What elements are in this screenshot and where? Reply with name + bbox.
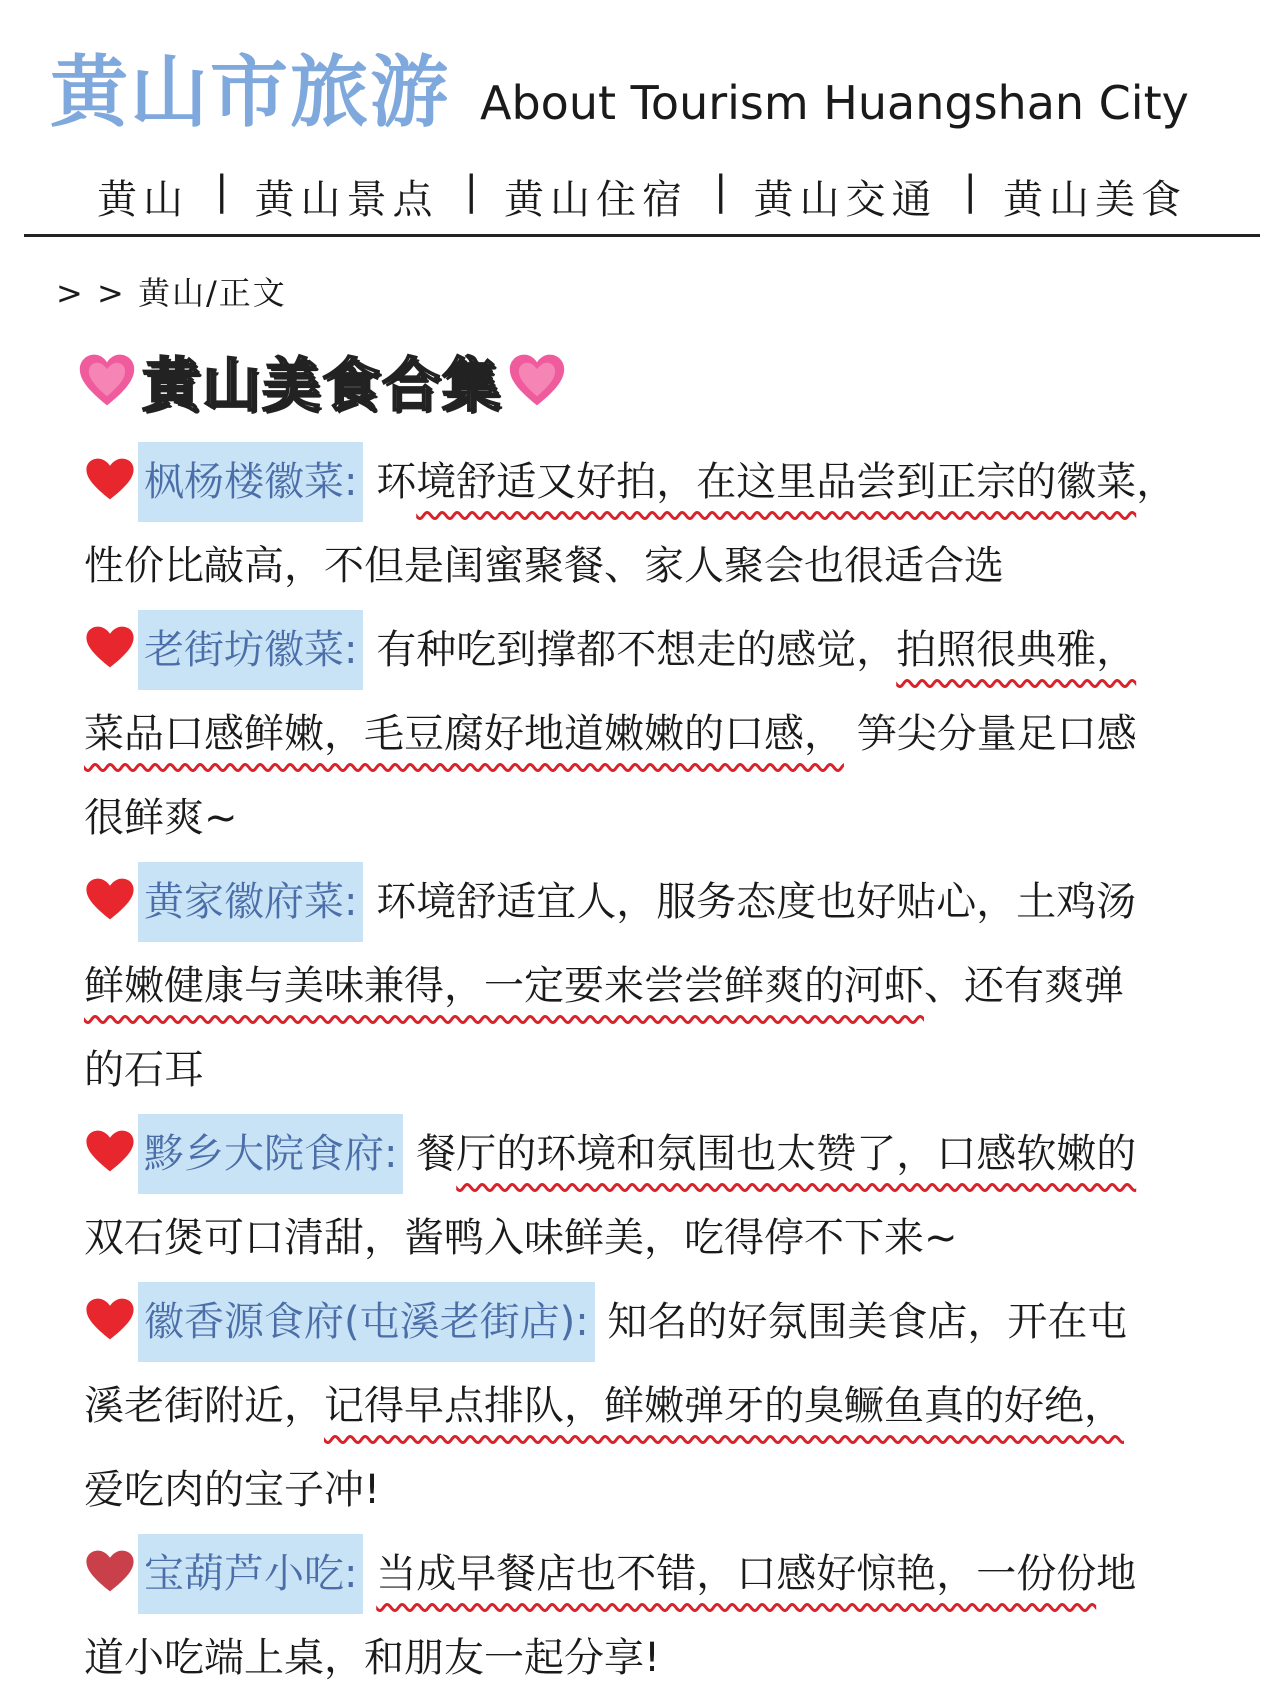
red-heart-icon (84, 1538, 136, 1582)
entry-text-highlighted: 当成早餐店也不错，口感好惊艳，一份份 (376, 1551, 1097, 1597)
entry-text: ， (1136, 459, 1177, 505)
entry-text: 笋尖分量足口感 (844, 711, 1137, 757)
entry-text: 的石耳 (84, 1047, 204, 1093)
red-heart-icon (84, 446, 136, 490)
list-item (84, 608, 1264, 860)
restaurant-name: 徽香源食府(屯溪老街店): (138, 1282, 595, 1362)
list-item (84, 860, 1264, 1112)
nav-separator: | (714, 168, 728, 214)
red-heart-icon (84, 866, 136, 910)
nav-separator: | (215, 168, 229, 214)
pink-heart-icon (508, 351, 566, 409)
entry-text: 环 (363, 459, 417, 505)
entry-text-highlighted: 拍照很典雅， (896, 627, 1137, 673)
nav-item-lodging[interactable]: 黄山住宿 (504, 177, 688, 223)
entry-text-highlighted: 鲜嫩健康与美味兼得，一定要来尝尝鲜爽的河虾 (84, 963, 924, 1009)
nav-separator: | (963, 168, 977, 214)
entry-text: 道小吃端上桌，和朋友一起分享! (84, 1635, 661, 1681)
list-item (84, 1112, 1264, 1280)
nav-separator: | (464, 168, 478, 214)
entry-text-highlighted: 记得早点排队，鲜嫩弹牙的臭鳜鱼真的好绝， (324, 1383, 1124, 1429)
entry-text: 溪老街附近， (84, 1383, 324, 1429)
entry-text (363, 1551, 376, 1597)
restaurant-list (84, 440, 1264, 1700)
list-item (84, 1532, 1264, 1700)
pink-heart-icon (78, 351, 136, 409)
site-header (50, 30, 1189, 138)
site-logo[interactable]: 黄山市旅游 (50, 48, 451, 138)
restaurant-name: 枫杨楼徽菜: (138, 442, 363, 522)
article-title-text: 黄山美食合集 (142, 351, 503, 419)
restaurant-name: 宝葫芦小吃: (138, 1534, 363, 1614)
breadcrumb[interactable]: > > 黄山/正文 (56, 274, 287, 312)
restaurant-name: 黄家徽府菜: (138, 862, 363, 942)
restaurant-name: 黟乡大院食府: (138, 1114, 403, 1194)
entry-text: 有种吃到撑都不想走的感觉， (363, 627, 897, 673)
entry-text: 双石煲可口清甜，酱鸭入味鲜美，吃得停不下来~ (84, 1215, 958, 1261)
red-heart-icon (84, 1286, 136, 1330)
entry-text-highlighted: 境舒适又好拍，在这里品尝到正宗的徽菜 (416, 459, 1137, 505)
restaurant-name: 老街坊徽菜: (138, 610, 363, 690)
entry-text: 知名的好氛围美食店，开在屯 (594, 1299, 1128, 1345)
nav-item-food[interactable]: 黄山美食 (1002, 177, 1187, 223)
entry-text: 餐 (403, 1131, 457, 1177)
entry-text: 、还有爽弹 (924, 963, 1124, 1009)
entry-text: 地 (1096, 1551, 1137, 1597)
list-item (84, 1280, 1264, 1532)
entry-text: 很鲜爽~ (84, 795, 238, 841)
main-nav (24, 168, 1260, 237)
list-item (84, 440, 1264, 608)
entry-text: 性价比敲高，不但是闺蜜聚餐、家人聚会也很适合选 (84, 543, 1004, 589)
entry-text-highlighted: 菜品口感鲜嫩，毛豆腐好地道嫩嫩的口感， (84, 711, 844, 757)
nav-item-attractions[interactable]: 黄山景点 (254, 177, 439, 223)
entry-text: 爱吃肉的宝子冲! (84, 1467, 381, 1513)
entry-text: 环境舒适宜人，服务态度也好贴心，土鸡汤 (363, 879, 1137, 925)
site-subtitle: About Tourism Huangshan City (480, 76, 1189, 130)
nav-item-transport[interactable]: 黄山交通 (753, 177, 938, 223)
red-heart-icon (84, 1118, 136, 1162)
entry-text-highlighted: 厅的环境和氛围也太赞了，口感软嫩的 (456, 1131, 1137, 1177)
red-heart-icon (84, 614, 136, 658)
article-title (78, 340, 566, 420)
nav-item-huangshan[interactable]: 黄山 (97, 177, 190, 223)
